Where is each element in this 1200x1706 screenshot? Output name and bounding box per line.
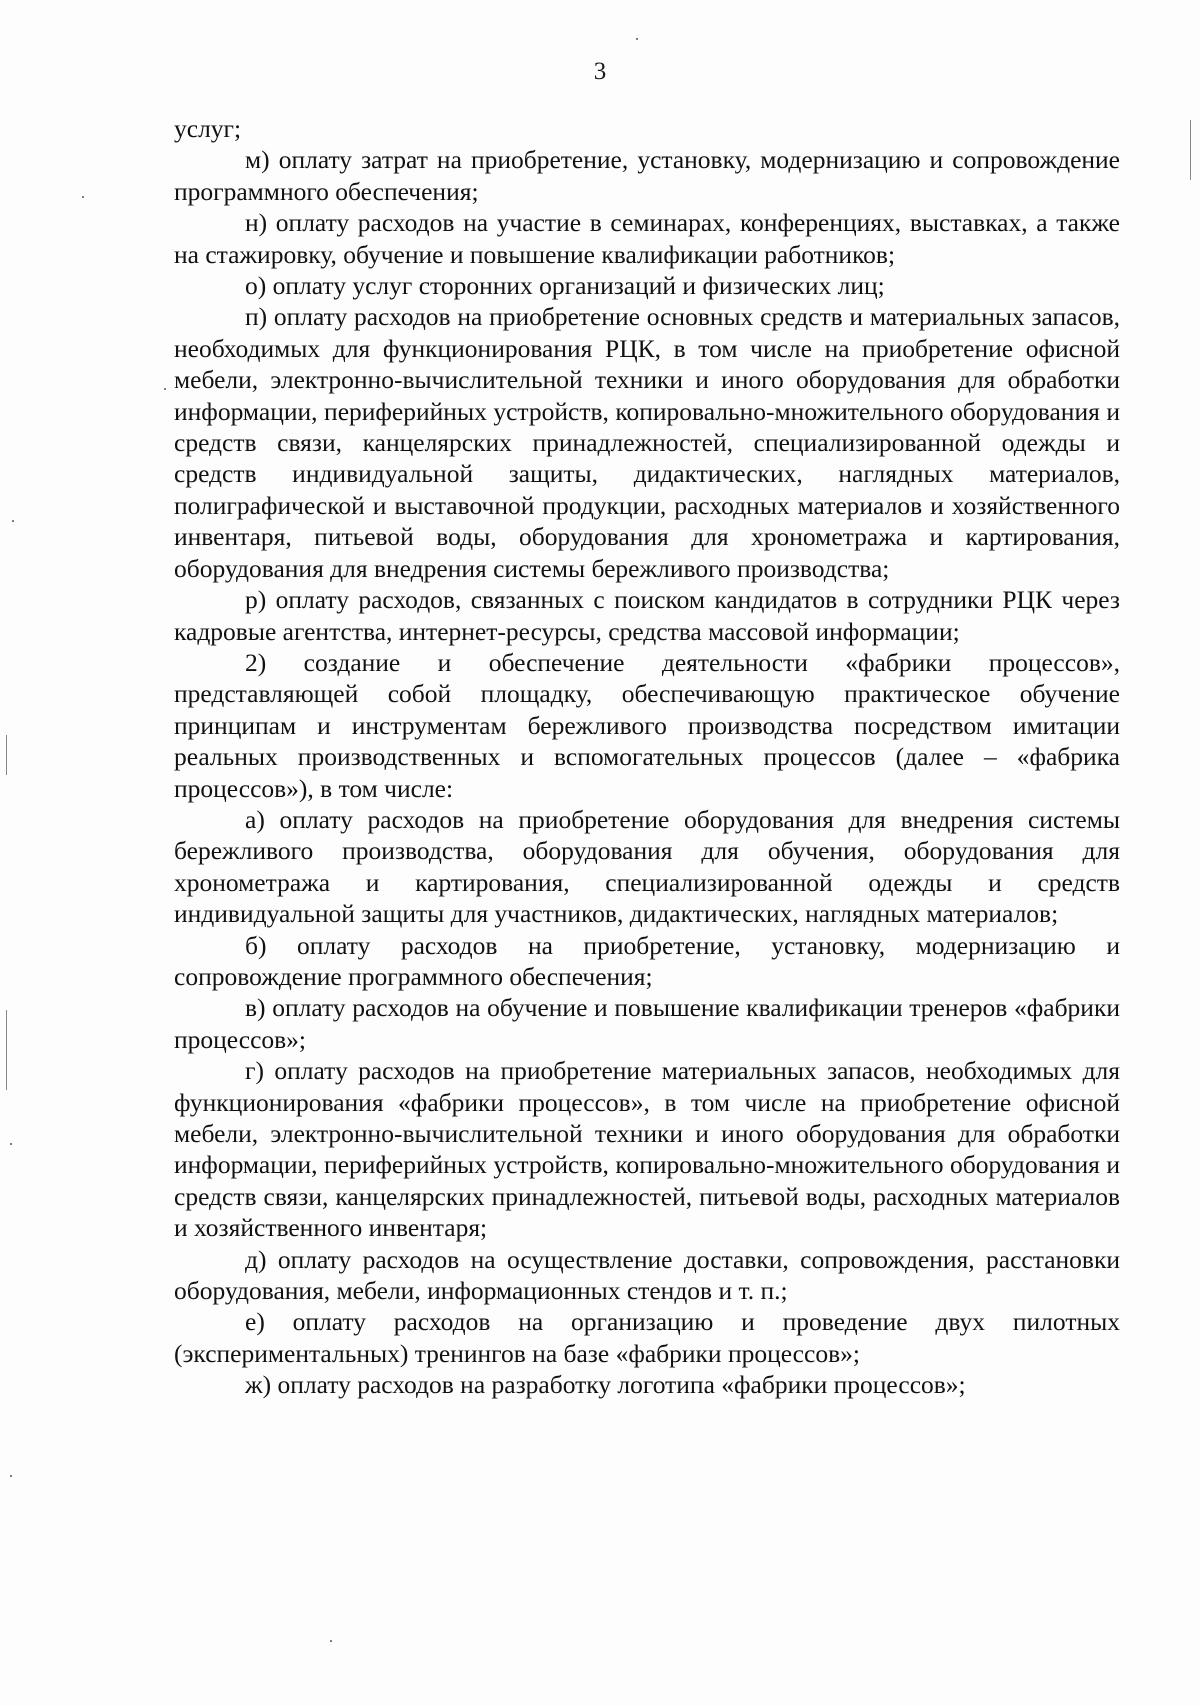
scan-speck — [82, 196, 84, 198]
document-paragraph: р) оплату расходов, связанных с поиском кандидатов в сотрудники РЦК через кадровые агентства, интернет-ресурсы, средства массовой информации; — [174, 585, 1120, 646]
document-paragraph: д) оплату расходов на осуществление доставки, сопровождения, расстановки оборудования, мебели, информационных стендов и т. п.; — [174, 1244, 1120, 1306]
document-paragraph: е) оплату расходов на организацию и проведение двух пилотных (экспериментальных) тренингов на базе «фабрики процессов»; — [174, 1307, 1120, 1368]
scan-speck — [10, 1143, 12, 1145]
scan-speck — [636, 38, 638, 40]
document-paragraph: м) оплату затрат на приобретение, установку, модернизацию и сопровождение программного обеспечения; — [174, 145, 1120, 206]
scan-edge-mark — [6, 1010, 7, 1090]
scan-edge-mark — [1190, 120, 1191, 180]
document-paragraph: 2) создание и обеспечение деятельности «фабрики процессов», представляющей собой площадку, обеспечивающую практическое обучение принципам и инструментам бережливого производства посредством имитации реальных производственных и вспомогательных процессов (далее – «фабрика процессов»), в том числе: — [174, 647, 1120, 803]
document-paragraph: а) оплату расходов на приобретение оборудования для внедрения системы бережливого производства, оборудования для обучения, оборудования для хронометража и картирования, специализированной одежды и средств индивидуальной защиты для участников, дидактических, наглядных материалов; — [174, 804, 1120, 929]
scan-speck — [164, 388, 166, 390]
document-paragraph: в) оплату расходов на обучение и повышение квалификации тренеров «фабрики процессов»; — [174, 993, 1120, 1054]
document-paragraph: о) оплату услуг сторонних организаций и физических лиц; — [245, 271, 885, 301]
scan-speck — [10, 1475, 12, 1477]
document-paragraph: б) оплату расходов на приобретение, установку, модернизацию и сопровождение программного обеспечения; — [174, 930, 1120, 991]
document-body — [174, 113, 1120, 1401]
scan-speck — [330, 1640, 332, 1642]
document-paragraph: н) оплату расходов на участие в семинарах, конференциях, выставках, а также на стажировку, обучение и повышение квалификации работников; — [174, 208, 1120, 269]
document-paragraph: г) оплату расходов на приобретение материальных запасов, необходимых для функционирования «фабрики процессов», в том числе на приобретение офисной мебели, электронно-вычислительной техники и иного оборудования для обработки информации, периферийных устройств, копировально-множительного оборудования и средств связи, канцелярских принадлежностей, питьевой воды, расходных материалов и хозяйственного инвентаря; — [174, 1056, 1120, 1243]
scan-edge-mark — [6, 735, 7, 775]
document-paragraph: п) оплату расходов на приобретение основных средств и материальных запасов, необходимых для функционирования РЦК, в том числе на приобретение офисной мебели, электронно-вычислительной техники и иного оборудования для обработки информации, периферийных устройств, копировально-множительного оборудования и средств связи, канцелярских принадлежностей, специализированной одежды и средств индивидуальной защиты, дидактических, наглядных материалов, полиграфической и выставочной продукции, расходных материалов и хозяйственного инвентаря, питьевой воды, оборудования для хронометража и картирования, оборудования для внедрения системы бережливого производства; — [174, 302, 1120, 583]
scan-speck — [12, 520, 14, 522]
document-paragraph: ж) оплату расходов на разработку логотипа «фабрики процессов»; — [245, 1370, 966, 1400]
page-number: 3 — [593, 58, 607, 85]
document-paragraph: услуг; — [174, 114, 242, 143]
